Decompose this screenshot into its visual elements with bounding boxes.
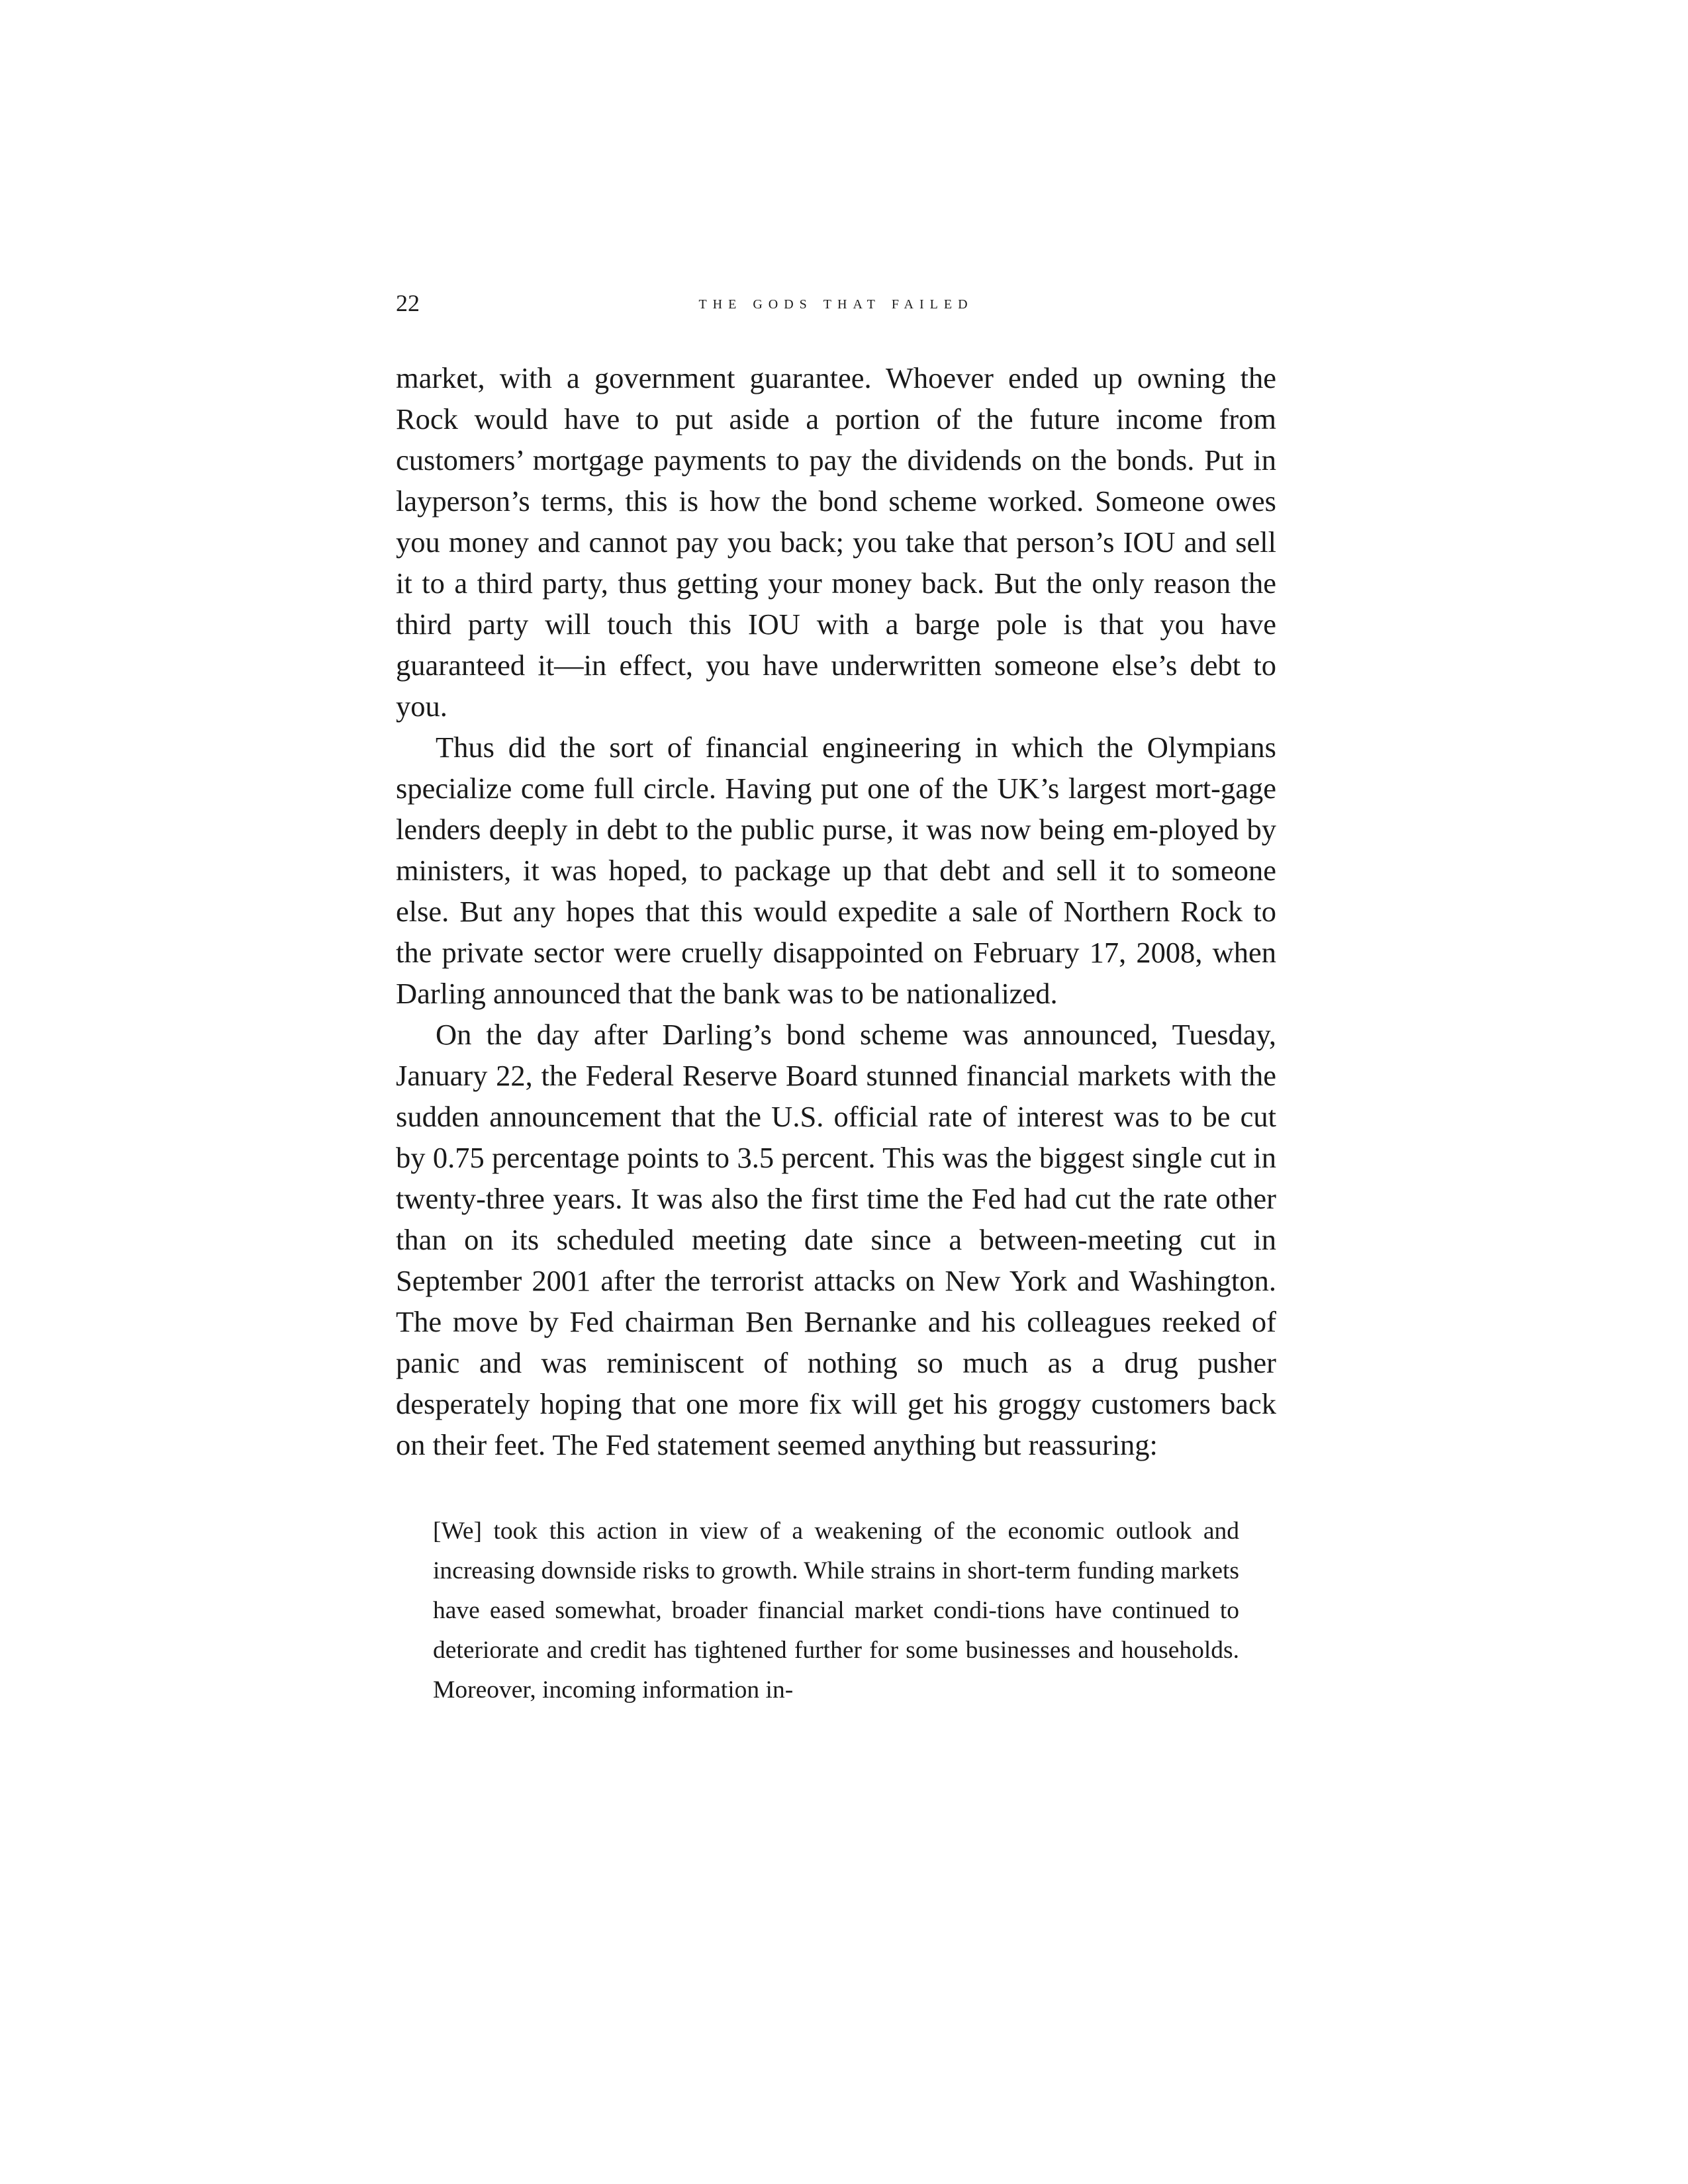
running-title: the gods that failed [698, 293, 974, 313]
paragraph-2: Thus did the sort of financial engineering in which the Olympians specialize come full circle. Having put one of the UK’s largest mort-gage lenders deeply in debt to the public purse, it was now being em-ployed by ministers, it was hoped, to package up that debt and sell it to someone else. But any hopes that this would expedite a sale of Northern Rock to the private sector were cruelly disappointed on February 17, 2008, when Darling announced that the bank was to be nationalized. [396, 731, 1276, 1010]
block-quote: [We] took this action in view of a weakening of the economic outlook and increasing downside risks to growth. While strains in short-term funding markets have eased somewhat, broader financial market condi-tions have continued to deteriorate and credit has tightened further for some businesses and households. Moreover, incoming information in- [433, 1518, 1239, 1704]
paragraph-3: On the day after Darling’s bond scheme was announced, Tuesday, January 22, the Federal Reserve Board stunned financial markets with the sudden announcement that the U.S. official rate of interest was to be cut by 0.75 percentage points to 3.5 percent. This was the biggest single cut in twenty-three years. It was also the first time the Fed had cut the rate other than on its scheduled meeting date since a between-meeting cut in September 2001 after the terrorist attacks on New York and Washington. The move by Fed chairman Ben Bernanke and his colleagues reeked of panic and was reminiscent of nothing so much as a drug pusher desperately hoping that one more fix will get his groggy customers back on their feet. The Fed statement seemed anything but reassuring: [396, 1018, 1276, 1461]
running-head [396, 283, 1276, 323]
body-text [396, 357, 1276, 1710]
page-number: 22 [396, 290, 420, 316]
paragraph-1: market, with a government guarantee. Whoever ended up owning the Rock would have to put aside a portion of the future income from customers’ mortgage payments to pay the dividends on the bonds. Put in layperson’s terms, this is how the bond scheme worked. Someone owes you money and cannot pay you back; you take that person’s IOU and sell it to a third party, thus getting your money back. But the only reason the third party will touch this IOU with a barge pole is that you have guaranteed it—in effect, you have underwritten someone else’s debt to you. [396, 361, 1276, 723]
